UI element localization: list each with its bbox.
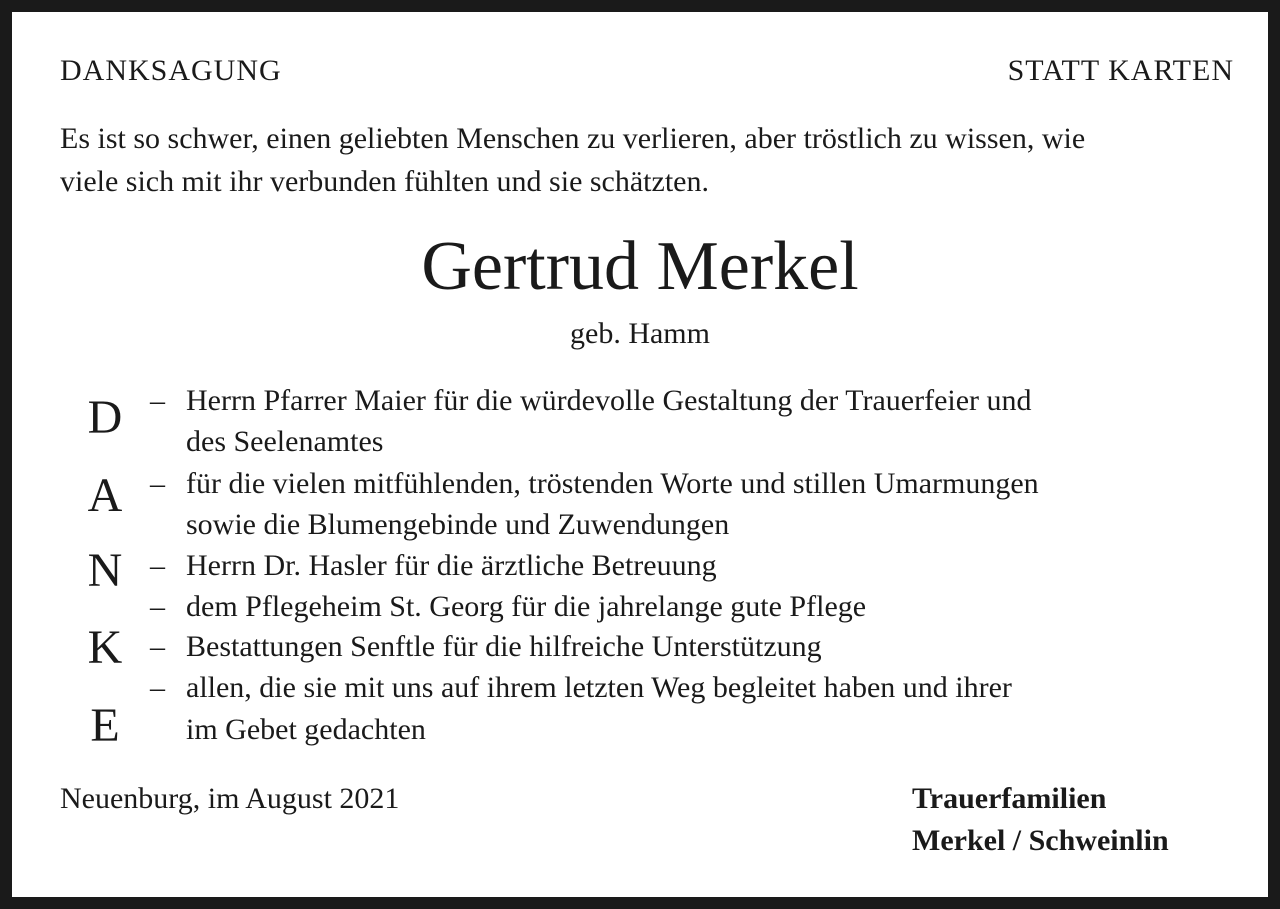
acrostic-letter-d: D bbox=[87, 391, 123, 444]
obituary-card bbox=[12, 12, 1268, 897]
acrostic-letter-k: K bbox=[87, 621, 123, 674]
deceased-name: Gertrud Merkel bbox=[421, 228, 859, 305]
thanks-dash: – bbox=[150, 590, 165, 623]
thanks-dash: – bbox=[150, 467, 165, 500]
intro-text-line-1: Es ist so schwer, einen geliebten Menschen zu verlieren, aber tröstlich zu wissen, wie bbox=[60, 122, 1086, 155]
heading-statt-karten: STATT KARTEN bbox=[1007, 54, 1234, 87]
heading-danksagung: DANKSAGUNG bbox=[60, 54, 282, 87]
intro-text-line-2: viele sich mit ihr verbunden fühlten und sie schätzten. bbox=[60, 165, 709, 198]
thanks-item-6-line-1: allen, die sie mit uns auf ihrem letzten Weg begleitet haben und ihrer bbox=[186, 671, 1012, 704]
thanks-item-1-line-2: des Seelenamtes bbox=[186, 425, 384, 458]
signature-line-1: Trauerfamilien bbox=[912, 782, 1107, 815]
thanks-item-3-line-1: Herrn Dr. Hasler für die ärztliche Betreuung bbox=[186, 549, 717, 582]
signature-line-2: Merkel / Schweinlin bbox=[912, 824, 1169, 857]
acrostic-letter-a: A bbox=[87, 469, 123, 522]
thanks-item-6-line-2: im Gebet gedachten bbox=[186, 713, 426, 746]
thanks-item-5-line-1: Bestattungen Senftle für die hilfreiche Unterstützung bbox=[186, 630, 822, 663]
place-and-date: Neuenburg, im August 2021 bbox=[60, 782, 400, 815]
thanks-item-2-line-1: für die vielen mitfühlenden, tröstenden Worte und stillen Umarmungen bbox=[186, 467, 1039, 500]
acrostic-letter-e: E bbox=[90, 699, 120, 752]
maiden-name: geb. Hamm bbox=[570, 317, 710, 350]
thanks-dash: – bbox=[150, 630, 165, 663]
thanks-item-1-line-1: Herrn Pfarrer Maier für die würdevolle Gestaltung der Trauerfeier und bbox=[186, 384, 1032, 417]
acrostic-letter-n: N bbox=[87, 544, 123, 597]
thanks-dash: – bbox=[150, 384, 165, 417]
thanks-item-4-line-1: dem Pflegeheim St. Georg für die jahrelange gute Pflege bbox=[186, 590, 867, 623]
thanks-item-2-line-2: sowie die Blumengebinde und Zuwendungen bbox=[186, 508, 730, 541]
thanks-dash: – bbox=[150, 549, 165, 582]
thanks-dash: – bbox=[150, 671, 165, 704]
